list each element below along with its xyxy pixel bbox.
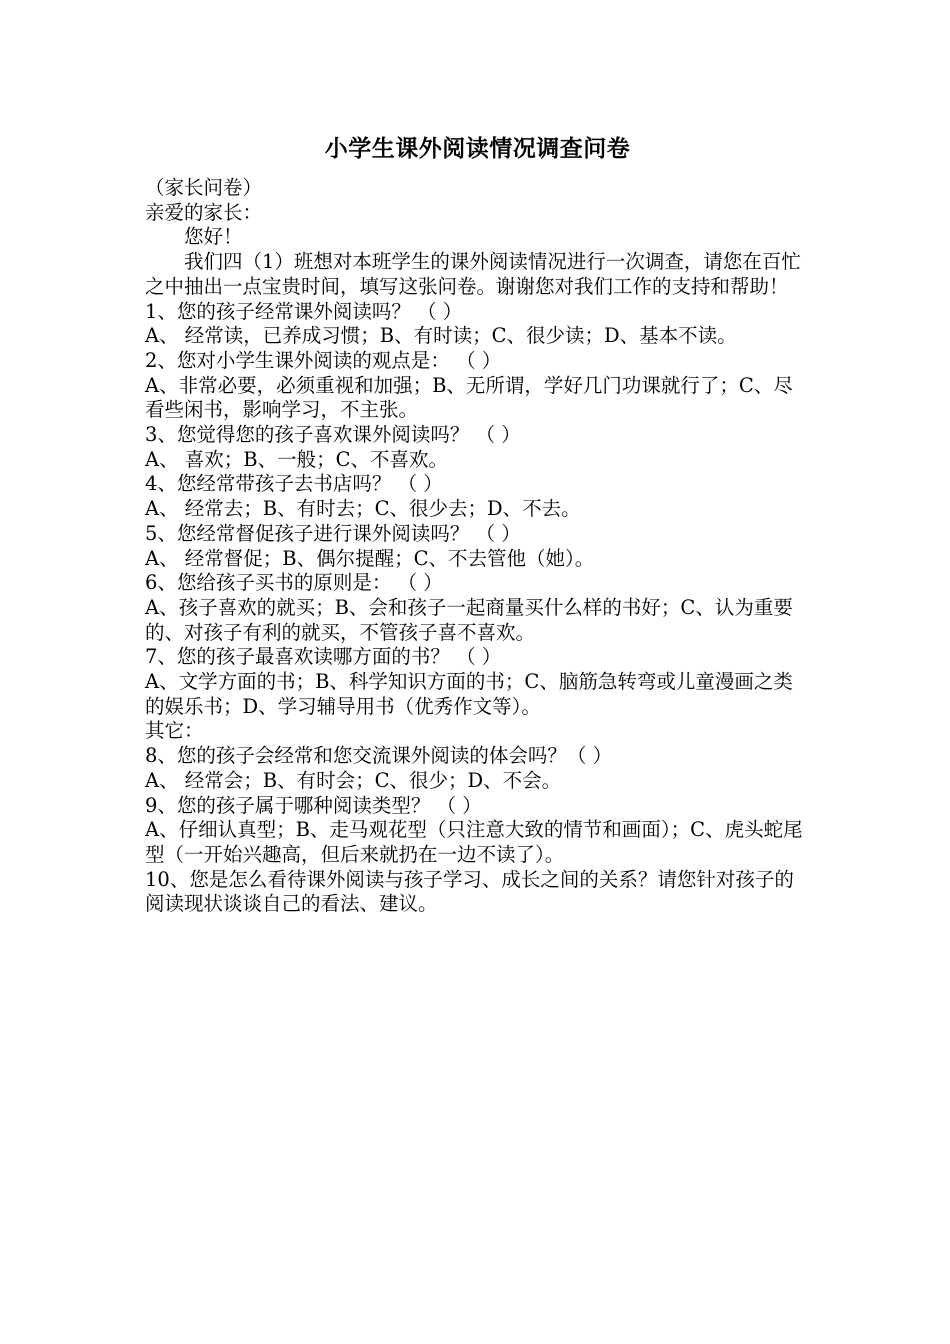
answer-options: A、 喜欢；B、一般；C、不喜欢。 [145,447,449,471]
answer-options: A、 经常去；B、有时去；C、很少去；D、不去。 [145,497,581,521]
document-page [145,132,810,917]
question-9 [145,794,810,868]
question-text: 3、您觉得您的孩子喜欢课外阅读吗？ （ ） [145,423,521,447]
document-title: 小学生课外阅读情况调查问卷 [324,135,631,162]
answer-options: A、孩子喜欢的就买；B、会和孩子一起商量买什么样的书好；C、认为重要的、对孩子有利的就买，不管孩子喜不喜欢。 [145,595,793,644]
question-5 [145,522,810,571]
question-7 [145,645,810,744]
question-text: 7、您的孩子最喜欢读哪方面的书？ （ ） [145,645,502,669]
question-8 [145,744,810,793]
question-2 [145,349,810,423]
answer-options: A、文学方面的书；B、科学知识方面的书；C、脑筋急转弯或儿童漫画之类的娱乐书；D、学习辅导用书（优秀作文等）。 [145,670,793,718]
question-text: 9、您的孩子属于哪种阅读类型？ （ ） [145,793,482,817]
question-text: 8、您的孩子会经常和您交流课外阅读的体会吗？（ ） [145,744,613,768]
question-10 [145,868,810,917]
answer-options: A、仔细认真型；B、走马观花型（只注意大致的情节和画面）；C、虎头蛇尾型（一开始兴趣高，但后来就扔在一边不读了）。 [145,818,803,866]
question-text: 6、您给孩子买书的原则是： （ ） [145,571,443,595]
answer-options: A、 经常读，已养成习惯；B、有时读；C、很少读；D、基本不读。 [145,324,737,348]
intro-paragraph: 我们四（1）班想对本班学生的课外阅读情况进行一次调查，请您在百忙之中抽出一点宝贵时间，填写这张问卷。谢谢您对我们工作的支持和帮助！ [145,250,801,298]
question-text: 1、您的孩子经常课外阅读吗？ （ ） [145,299,463,323]
question-1 [145,300,810,349]
question-text: 4、您经常带孩子去书店吗？ （ ） [145,472,443,496]
answer-options: A、非常必要，必须重视和加强；B、无所谓，学好几门功课就行了；C、尽看些闲书，影响学习，不主张。 [145,373,793,422]
question-6 [145,571,810,645]
other-option: 其它： [145,719,204,743]
question-text: 5、您经常督促孩子进行课外阅读吗？ （ ） [145,521,521,545]
question-text: 10、您是怎么看待课外阅读与孩子学习、成长之间的关系？请您针对孩子的阅读现状谈谈自己的看法、建议。 [145,867,794,916]
document-subtitle: （家长问卷） [145,176,263,199]
greeting: 您好！ [184,225,243,249]
question-text: 2、您对小学生课外阅读的观点是： （ ） [145,348,502,372]
answer-options: A、 经常会；B、有时会；C、很少；D、不会。 [145,768,562,792]
question-3 [145,423,810,472]
salutation: 亲爱的家长： [145,200,263,224]
question-4 [145,472,810,521]
answer-options: A、 经常督促；B、偶尔提醒；C、不去管他（她）。 [145,546,595,570]
